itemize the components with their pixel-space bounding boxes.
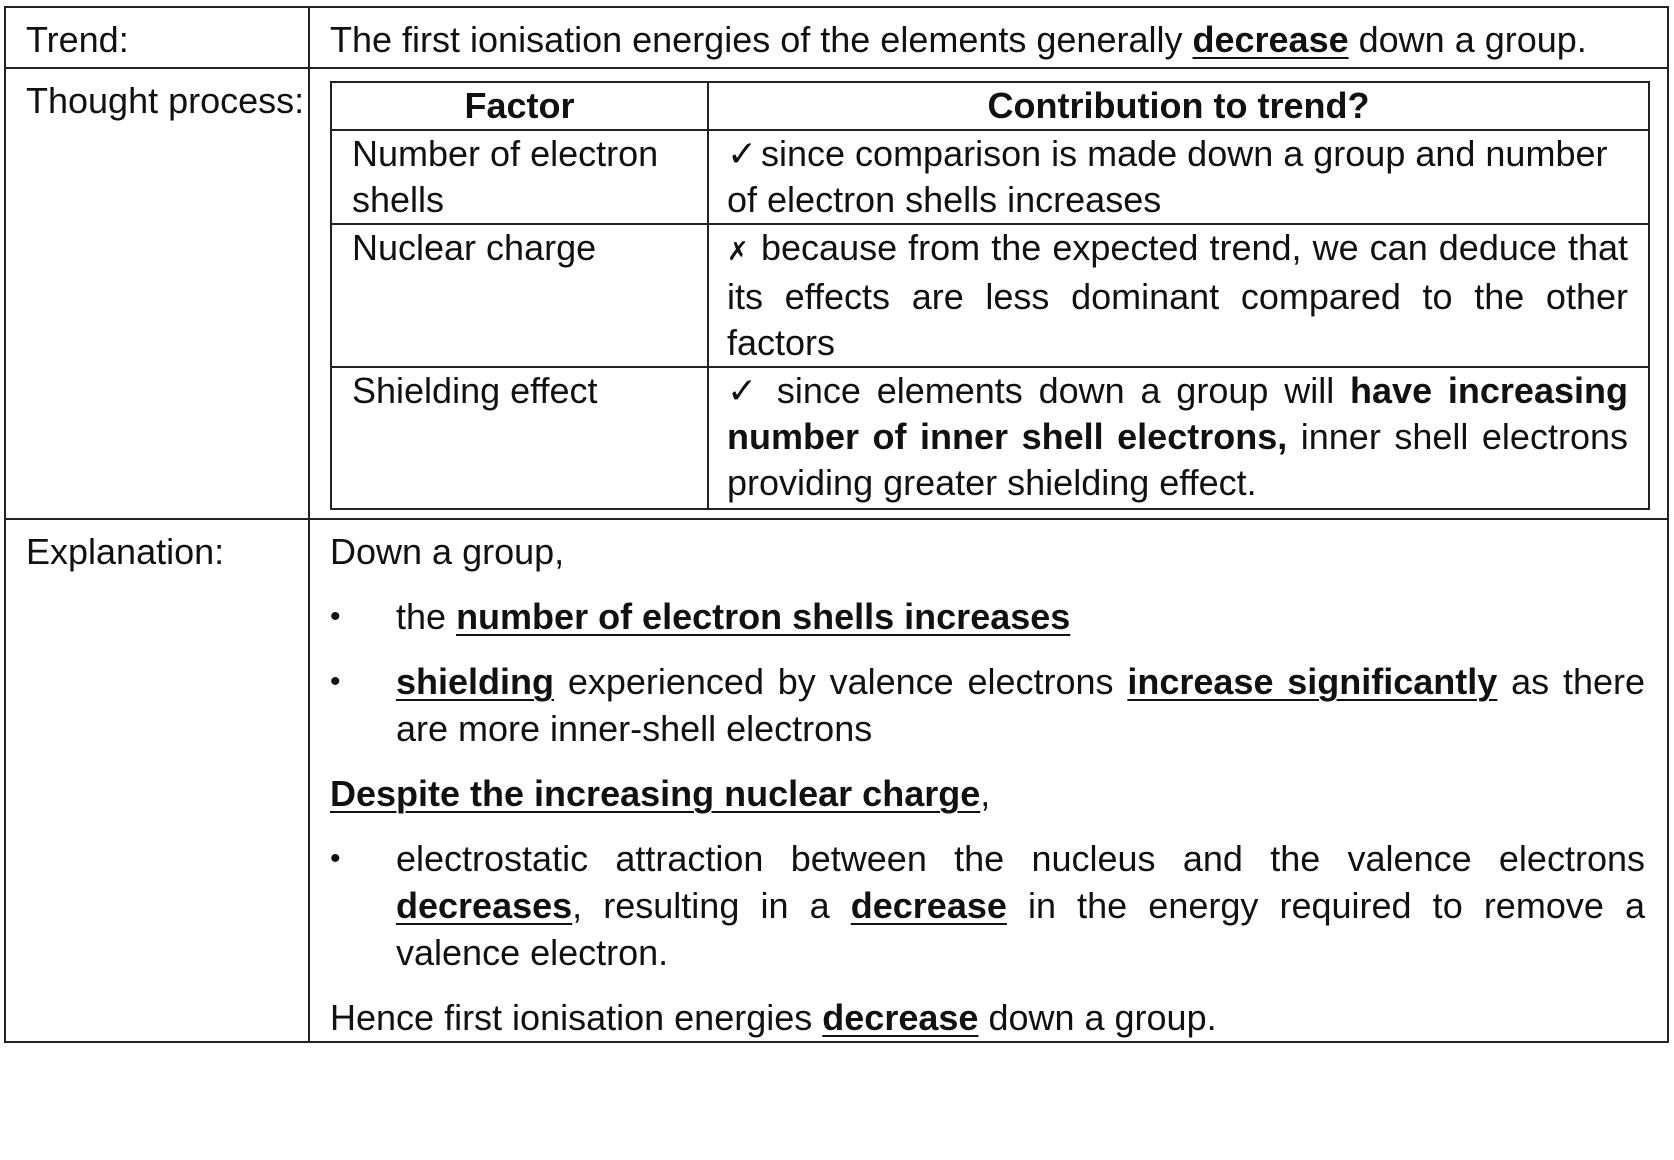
check-icon: ✓	[727, 133, 758, 174]
trend-text-before: The first ionisation energies of the elements generally	[330, 19, 1183, 60]
thought-process-row	[5, 68, 1668, 519]
factor-name: Number of electron shells	[331, 130, 708, 224]
explanation-label-cell	[5, 519, 309, 1042]
explanation-row	[5, 519, 1668, 1042]
trend-text-after: down a group.	[1358, 19, 1587, 60]
ionisation-trend-table	[4, 6, 1669, 1043]
explanation-content-cell	[309, 519, 1668, 1042]
explanation-bullet	[330, 835, 1645, 976]
conclusion-text-after: down a group.	[988, 997, 1217, 1038]
trend-row	[5, 7, 1668, 68]
factor-contribution	[708, 367, 1649, 509]
factor-row	[331, 224, 1649, 367]
explanation-intro: Down a group,	[330, 531, 565, 572]
cross-icon: ✗	[727, 236, 749, 266]
factor-contribution-bold: have increasing number of inner shell electrons,	[727, 370, 1628, 457]
despite-line	[330, 770, 1645, 817]
thought-content-cell	[309, 68, 1668, 519]
factor-table-header-row	[331, 82, 1649, 130]
bullet-text-emphasis: increase significantly	[1127, 661, 1498, 702]
trend-content-cell	[309, 7, 1668, 68]
bullet-text-plain: the	[396, 596, 447, 637]
trend-emphasis: decrease	[1192, 19, 1349, 60]
bullet-icon: •	[330, 665, 341, 698]
conclusion-text: Hence first ionisation energies	[330, 997, 813, 1038]
factor-name: Shielding effect	[331, 367, 708, 509]
explanation-bullet	[330, 593, 1645, 640]
bullet-text	[396, 658, 1645, 752]
bullet-icon: •	[330, 842, 341, 875]
bullet-text-plain: electrostatic attraction between the nucleus and the valence electrons	[396, 838, 1645, 879]
bullet-text-emphasis: decrease	[850, 885, 1007, 926]
bullet-text-plain: experienced by valence electrons	[567, 661, 1114, 702]
bullet-text-plain: as there are more inner-shell electrons	[396, 661, 1645, 749]
explanation-bullet	[330, 658, 1645, 752]
factor-contribution	[708, 130, 1649, 224]
trend-label: Trend:	[26, 19, 129, 60]
bullet-text-emphasis: number of electron shells increases	[456, 596, 1071, 637]
conclusion-emphasis: decrease	[822, 997, 979, 1038]
bullet-text-emphasis: decreases	[396, 885, 573, 926]
factor-row	[331, 130, 1649, 224]
factor-contribution-text: because from the expected trend, we can deduce that its effects are less dominant compared to the other factors	[727, 227, 1628, 363]
bullet-text	[396, 593, 1645, 640]
factor-table	[330, 81, 1650, 510]
factor-row	[331, 367, 1649, 509]
factor-contribution-text: since comparison is made down a group and number of electron shells increases	[727, 133, 1608, 220]
factor-contribution-text-after: inner shell electrons providing greater shielding effect.	[727, 416, 1628, 503]
bullet-text-plain: , resulting in a	[572, 885, 830, 926]
trend-label-cell	[5, 7, 309, 68]
explanation-label: Explanation:	[26, 531, 225, 572]
despite-emphasis: Despite the increasing nuclear charge	[330, 773, 981, 814]
bullet-icon: •	[330, 600, 341, 633]
despite-punct: ,	[980, 773, 991, 814]
contribution-header: Contribution to trend?	[708, 82, 1649, 130]
bullet-text-plain: in the energy required to remove a valence electron.	[396, 885, 1645, 973]
thought-label-cell	[5, 68, 309, 519]
conclusion-line	[330, 994, 1645, 1041]
factor-contribution	[708, 224, 1649, 367]
factor-header: Factor	[331, 82, 708, 130]
bullet-text	[396, 835, 1645, 976]
bullet-text-emphasis: shielding	[396, 661, 555, 702]
check-icon: ✓	[727, 370, 758, 411]
factor-contribution-text: since elements down a group will	[776, 370, 1335, 411]
factor-name: Nuclear charge	[331, 224, 708, 367]
thought-label: Thought process:	[26, 80, 305, 121]
